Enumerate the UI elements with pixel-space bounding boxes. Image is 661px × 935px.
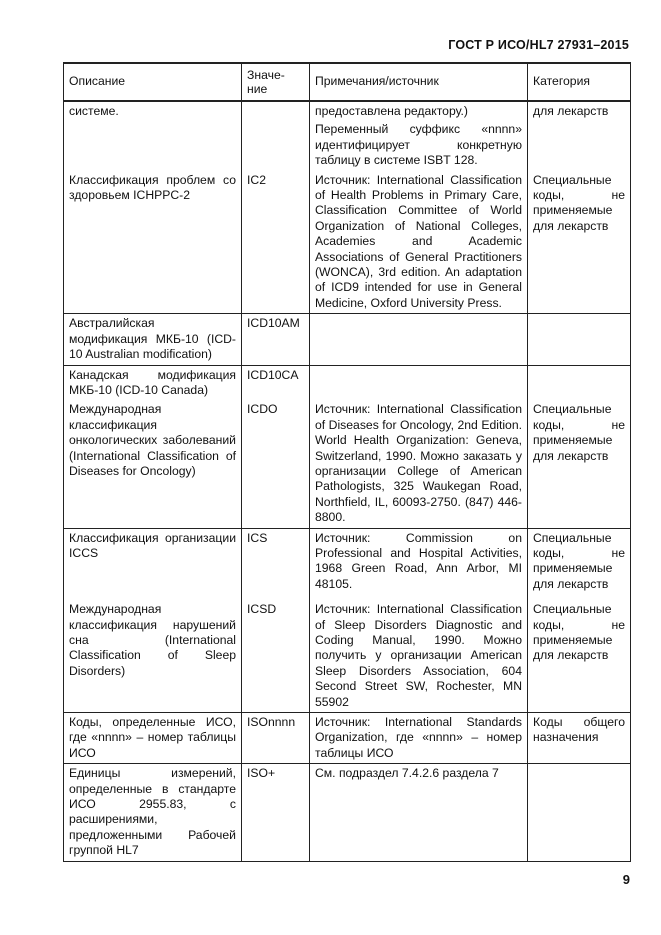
note-paragraph: Источник: Commission on Professional and Hospital Activities, 1968 Green Road, Ann Arbor, MI 48105. <box>315 530 522 591</box>
description-cell: Единицы измерений, определенные в стандарте ИСО 2955.83, с расширениями, предложенными Рабочей группой HL7 <box>64 764 242 861</box>
column-header: Описание <box>64 63 242 101</box>
note-paragraph: Переменный суффикс «nnnn» идентифицирует конкретную таблицу в системе ISBT 128. <box>315 122 522 168</box>
category-cell: для лекарств <box>528 101 631 171</box>
description-cell: Австралийская модификация МКБ-10 (ICD-10 Australian modification) <box>64 314 242 365</box>
notes-cell <box>310 764 528 861</box>
note-paragraph: предоставлена редактору.) <box>315 104 468 118</box>
description-cell: Международная классификация нарушений сна (International Classification of Sleep Disorders) <box>64 594 242 712</box>
table-row <box>64 314 631 365</box>
table-row <box>64 171 631 314</box>
value-cell: ICD10CA <box>242 365 310 400</box>
note-paragraph: См. подраздел 7.4.2.6 раздела 7 <box>315 766 499 781</box>
document-header: ГОСТ Р ИСО/HL7 27931–2015 <box>448 38 629 52</box>
table-row <box>64 528 631 594</box>
notes-cell <box>310 400 528 528</box>
table-row <box>64 400 631 528</box>
notes-cell <box>310 528 528 594</box>
column-header: Примечания/источник <box>310 63 528 101</box>
category-cell: Специальные коды, не применяемые для лекарств <box>528 171 631 314</box>
category-cell <box>528 764 631 861</box>
description-cell: Международная классификация онкологических заболеваний (International Classification of Diseases for Oncology) <box>64 400 242 528</box>
description-cell: Канадская модификация МКБ-10 (ICD-10 Canada) <box>64 365 242 400</box>
note-paragraph: Источник: International Classification of Diseases for Oncology, 2nd Edition. World Health Organization: Geneva, Switzerland, 1990. Можно заказать у организации College of American Pathologists, 325 Waukegan Road, Northfield, IL, 60093-2750. (847) 446-8800. <box>315 402 522 525</box>
description-cell: системе. <box>64 101 242 171</box>
page-number: 9 <box>622 872 630 887</box>
table-row <box>64 594 631 712</box>
column-header: Значе- ние <box>242 63 310 101</box>
table-row <box>64 101 631 171</box>
notes-cell <box>310 314 528 365</box>
notes-cell <box>310 713 528 764</box>
column-header: Категория <box>528 63 631 101</box>
value-cell: ISOnnnn <box>242 713 310 764</box>
category-cell: Специальные коды, не применяемые для лекарств <box>528 400 631 528</box>
notes-cell <box>310 101 528 171</box>
description-cell: Классификация организации ICCS <box>64 528 242 594</box>
codes-table <box>63 62 631 862</box>
note-paragraph: Источник: International Standards Organization, где «nnnn» – номер таблицы ИСО <box>315 715 522 760</box>
description-cell: Коды, определенные ИСО, где «nnnn» – номер таблицы ИСО <box>64 713 242 764</box>
category-cell <box>528 314 631 365</box>
table-row <box>64 713 631 764</box>
notes-cell <box>310 365 528 400</box>
notes-cell <box>310 171 528 314</box>
value-cell: IC2 <box>242 171 310 314</box>
table-header-row <box>64 63 631 101</box>
value-cell: ICD10AM <box>242 314 310 365</box>
category-cell <box>528 365 631 400</box>
category-cell: Специальные коды, не применяемые для лекарств <box>528 528 631 594</box>
notes-cell <box>310 594 528 712</box>
value-cell: ICSD <box>242 594 310 712</box>
category-cell: Специальные коды, не применяемые для лекарств <box>528 594 631 712</box>
table-row <box>64 365 631 400</box>
value-cell: ICDO <box>242 400 310 528</box>
value-cell: ISO+ <box>242 764 310 861</box>
note-paragraph: Источник: International Classification of Sleep Disorders Diagnostic and Coding Manual, 1990. Можно получить у организации American Sleep Disorders Association, 604 Second Street SW, Rochester, MN 55902 <box>315 602 522 709</box>
value-cell <box>242 101 310 171</box>
description-cell: Классификация проблем со здоровьем ICHPPC-2 <box>64 171 242 314</box>
table-row <box>64 764 631 861</box>
value-cell: ICS <box>242 528 310 594</box>
note-paragraph: Источник: International Classification of Health Problems in Primary Care, Classification Committee of World Organization of National Colleges, Academies and Academic Associations of General Practitioners (WONCA), 3rd edition. An adaptation of ICD9 intended for use in General Medicine, Oxford University Press. <box>315 172 522 310</box>
category-cell: Коды общего назначения <box>528 713 631 764</box>
